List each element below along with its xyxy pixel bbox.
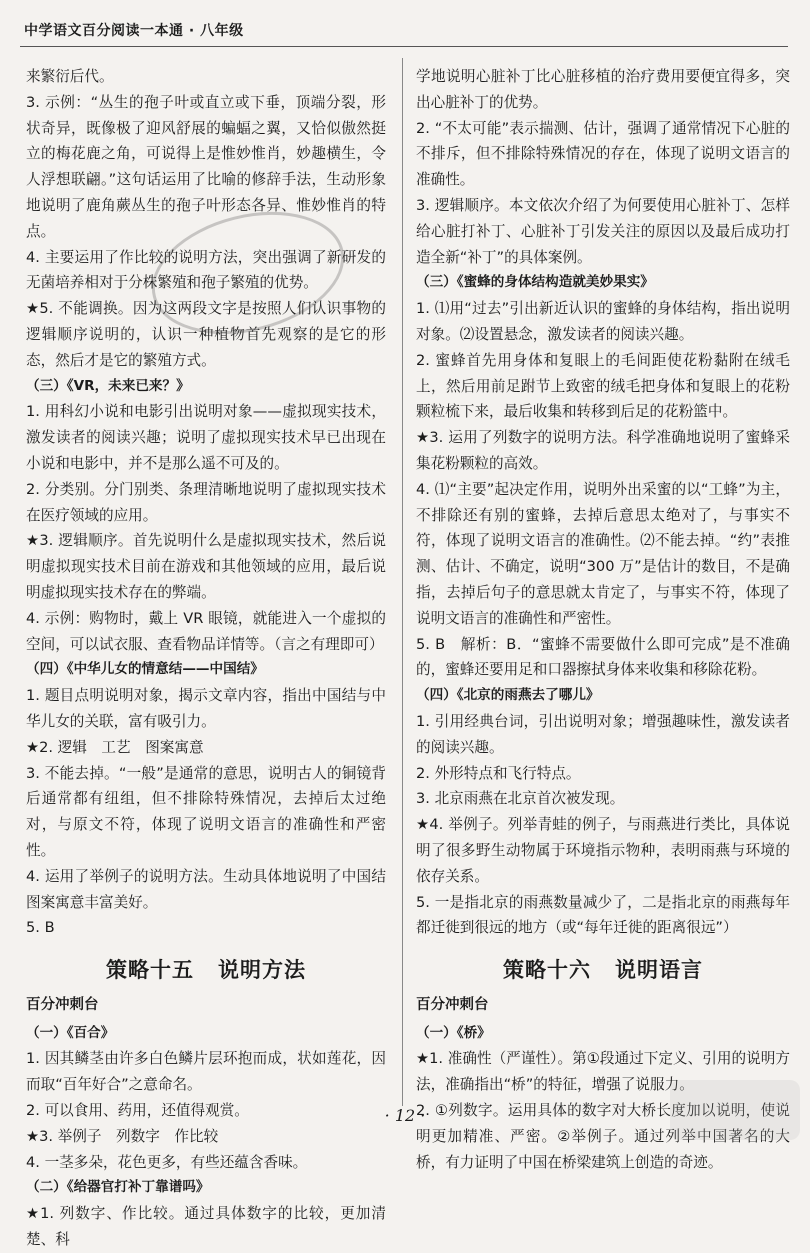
answer-text: 学地说明心脏补丁比心脏移植的治疗费用要便宜得多，突出心脏补丁的优势。 — [416, 68, 790, 111]
section-heading: （一）《桥》 — [416, 1024, 491, 1041]
page-header — [14, 12, 794, 42]
answer-text: 5. B — [26, 919, 55, 937]
answer-text: ★2. 逻辑 工艺 图案寓意 — [26, 738, 204, 756]
answer-text: 2. 蜜蜂首先用身体和复眼上的毛间距使花粉黏附在绒毛上，然后用前足跗节上致密的绒毛把身体和复眼上的花粉颗粒梳下来，最后收集和转移到后足的花粉篮中。 — [416, 351, 790, 421]
answer-text: ★3. 举例子 列数字 作比较 — [26, 1127, 219, 1145]
answer-text: 4. 示例：购物时，戴上 VR 眼镜，就能进入一个虚拟的空间，可以试衣服、查看物品详情等。（言之有理即可） — [26, 609, 386, 653]
answer-text: 1. 因其鳞茎由许多白色鳞片层环抱而成，状如莲花，因而取“百年好合”之意命名。 — [26, 1050, 386, 1094]
answer-text: ★5. 不能调换。因为这两段文字是按照人们认识事物的逻辑顺序说明的，认识一种植物首先观察的是它的形态，然后才是它的繁殖方式。 — [26, 300, 386, 369]
strategy-name: 说明语言 — [615, 957, 703, 983]
strategy-number: 策略十五 — [106, 957, 194, 983]
answer-text: 3. 逻辑顺序。本文依次介绍了为何要使用心脏补丁、怎样给心脏打补丁、心脏补丁引发关注的原因以及最后成功打造全新“补丁”的具体案例。 — [416, 196, 790, 266]
section-heading: （四）《中华儿女的情意结——中国结》 — [26, 661, 264, 678]
answer-text: 4. 运用了举例子的说明方法。生动具体地说明了中国结图案寓意丰富美好。 — [26, 867, 386, 911]
answer-text: 1. 引用经典台词，引出说明对象；增强趣味性，激发读者的阅读兴趣。 — [416, 712, 790, 756]
answer-text: 1. ⑴用“过去”引出新近认识的蜜蜂的身体结构，指出说明对象。⑵设置悬念，激发读者的阅读兴趣。 — [416, 300, 790, 343]
section-heading: （三）《VR，未来已来？》 — [26, 377, 190, 394]
answer-text: 1. 题目点明说明对象，揭示文章内容，指出中国结与中华儿女的关联，富有吸引力。 — [26, 687, 386, 730]
answer-text: 2. 外形特点和飞行特点。 — [416, 764, 581, 782]
answer-text: ★3. 运用了列数字的说明方法。科学准确地说明了蜜蜂采集花粉颗粒的高效。 — [416, 429, 790, 472]
answer-text: ★1. 列数字、作比较。通过具体数字的比较，更加清楚、科 — [26, 1205, 386, 1249]
book-title: 中学语文百分阅读一本通 · 八年级 — [24, 23, 244, 39]
section-heading: （四）《北京的雨燕去了哪儿》 — [416, 687, 600, 704]
right-column — [416, 64, 790, 1175]
answer-text: 5. B 解析：B．“蜜蜂不需要做什么即可完成”是不准确的，蜜蜂还要用足和口器擦拭身体来收集和移除花粉。 — [416, 635, 790, 679]
answer-text: ★4. 举例子。列举青蛙的例子，与雨燕进行类比，具体说明了很多野生动物属于环境指示物种，表明雨燕与环境的依存关系。 — [416, 816, 790, 885]
answer-text: 2. 分类别。分门别类、条理清晰地说明了虚拟现实技术在医疗领域的应用。 — [26, 480, 386, 524]
section-heading: （一）《百合》 — [26, 1024, 115, 1041]
answer-text: 1. 用科幻小说和电影引出说明对象——虚拟现实技术，激发读者的阅读兴趣；说明了虚拟现实技术早已出现在小说和电影中，并不是那么遥不可及的。 — [26, 403, 386, 472]
page-number: · 12 · — [384, 1106, 426, 1125]
subsection-heading: 百分冲刺台 — [26, 996, 99, 1013]
section-heading: （三）《蜜蜂的身体结构造就美妙果实》 — [416, 274, 654, 291]
answer-text: 2. 可以食用、药用，还值得观赏。 — [26, 1102, 249, 1120]
answer-text: 3. 不能去掉。“一般”是通常的意思，说明古人的铜镜背后通常都有纽组，但不排除特殊情况，去掉后太过绝对，与原文不符，体现了说明文语言的准确性和严密性。 — [26, 764, 386, 859]
strategy-name: 说明方法 — [218, 957, 306, 983]
answer-text: 4. 主要运用了作比较的说明方法，突出强调了新研发的无菌培养相对于分株繁殖和孢子繁殖的优势。 — [26, 248, 386, 292]
strategy-heading — [26, 957, 386, 983]
strategy-number: 策略十六 — [503, 957, 591, 983]
header-rule — [20, 46, 788, 47]
answer-text: 来繁衍后代。 — [26, 68, 114, 85]
subsection-heading: 百分冲刺台 — [416, 996, 489, 1013]
answer-text: 2. ①列数字。运用具体的数字对大桥长度加以说明，使说明更加精准、严密。②举例子。通过列举中国著名的大桥，有力证明了中国在桥梁建筑上创造的奇迹。 — [416, 1102, 790, 1171]
answer-text: 3. 示例：“丛生的孢子叶或直立或下垂，顶端分裂，形状奇异，既像极了迎风舒展的蝙蝠之翼，又恰似傲然挺立的梅花鹿之角，可说得上是惟妙惟肖，妙趣横生，令人浮想联翩。”这句话运用了比喻的修辞手法，生动形象地说明了鹿角蕨丛生的孢子叶形态各异、惟妙惟肖的特点。 — [26, 93, 386, 240]
answer-text: 5. 一是指北京的雨燕数量减少了，二是指北京的雨燕每年都迁徙到很远的地方（或“每年迁徙的距离很远”） — [416, 893, 790, 937]
column-divider — [402, 58, 403, 1106]
answer-text: 2. “不太可能”表示揣测、估计，强调了通常情况下心脏的不排斥，但不排除特殊情况的存在，体现了说明文语言的准确性。 — [416, 119, 790, 189]
answer-text: 4. 一茎多朵，花色更多，有些还蕴含香味。 — [26, 1153, 308, 1171]
answer-text: 3. 北京雨燕在北京首次被发现。 — [416, 790, 625, 808]
answer-text: 4. ⑴“主要”起决定作用，说明外出采蜜的以“工蜂”为主，不排除还有别的蜜蜂，去掉后意思太绝对了，与事实不符，体现了说明文语言的准确性。⑵不能去掉。“约”表推测、估计、不确定，说明“300 万”是估计的数目，不是确指，去掉后句子的意思就太肯定了，与事实不符，体现了说明文语言的准确性和严密性。 — [416, 480, 790, 627]
answer-text: ★1. 准确性（严谨性）。第①段通过下定义、引用的说明方法，准确指出“桥”的特征，增强了说服力。 — [416, 1050, 790, 1094]
answer-text: ★3. 逻辑顺序。首先说明什么是虚拟现实技术，然后说明虚拟现实技术目前在游戏和其他领域的应用，最后说明虚拟现实技术存在的弊端。 — [26, 532, 386, 601]
section-heading: （二）《给器官打补丁靠谱吗》 — [26, 1179, 210, 1196]
left-column — [26, 64, 386, 1253]
strategy-heading — [416, 957, 790, 983]
